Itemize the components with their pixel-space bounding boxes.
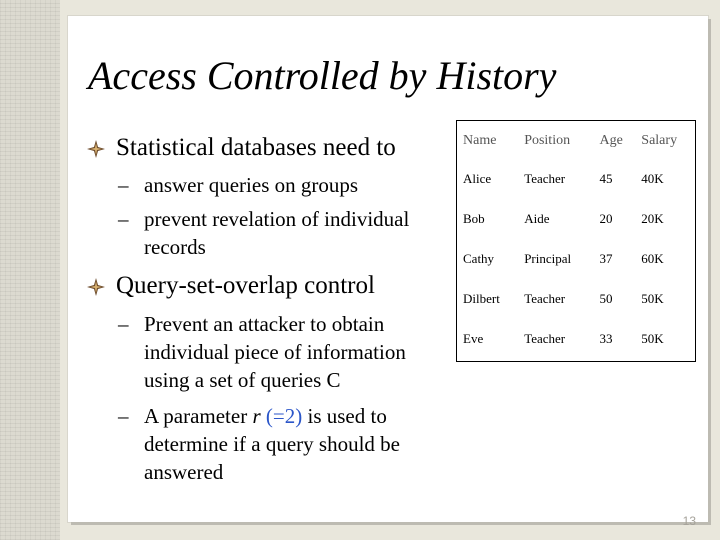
bullet-query-set-overlap xyxy=(86,272,375,300)
table-row xyxy=(457,241,696,281)
variable-r: r xyxy=(252,404,261,428)
header-position: Position xyxy=(524,133,571,148)
sub-bullet-parameter-r xyxy=(118,402,438,486)
header-name: Name xyxy=(463,133,497,148)
table-header-row xyxy=(457,121,696,162)
header-salary: Salary xyxy=(641,133,678,148)
cell-age: 37 xyxy=(599,251,613,266)
cell-salary: 60K xyxy=(641,251,664,266)
sub-bullet-text xyxy=(144,402,438,486)
sub-bullet-text: answer queries on groups xyxy=(144,173,359,197)
cell-salary: 50K xyxy=(641,331,664,346)
sub-bullet-dash: – xyxy=(118,173,129,197)
cell-age: 50 xyxy=(599,291,613,306)
cell-salary: 40K xyxy=(641,171,664,186)
table-row xyxy=(457,281,696,321)
cell-position: Aide xyxy=(524,211,550,226)
bullet-statistical-databases xyxy=(86,134,396,162)
sub-bullet-answer-queries xyxy=(118,171,448,199)
header-age: Age xyxy=(599,133,623,148)
bullet-text: Statistical databases need to xyxy=(116,134,396,161)
cell-age: 45 xyxy=(599,171,613,186)
cell-position: Teacher xyxy=(524,331,566,346)
cell-name: Eve xyxy=(463,331,484,346)
cell-position: Teacher xyxy=(524,171,566,186)
sub-bullet-text: Prevent an attacker to obtain individual piece of information using a set of queries C xyxy=(144,312,406,392)
slide-number: 13 xyxy=(682,514,696,528)
cell-salary: 20K xyxy=(641,211,664,226)
sub-bullet-dash: – xyxy=(118,207,129,231)
sub-bullet-text-post: is used to determine if a query should be answered xyxy=(144,404,400,484)
textured-side-border xyxy=(0,0,60,540)
cell-salary: 50K xyxy=(641,291,664,306)
employee-table xyxy=(456,120,696,362)
table-row xyxy=(457,321,696,362)
table-row xyxy=(457,201,696,241)
sub-bullet-dash: – xyxy=(118,404,129,428)
bullet-text: Query-set-overlap control xyxy=(116,272,375,299)
cell-name: Bob xyxy=(463,211,485,226)
cell-position: Teacher xyxy=(524,291,566,306)
slide-title: Access Controlled by History xyxy=(88,53,557,98)
highlighted-value: (=2) xyxy=(265,404,303,428)
cell-name: Alice xyxy=(463,171,492,186)
cell-age: 33 xyxy=(599,331,613,346)
table-row xyxy=(457,161,696,201)
cell-name: Dilbert xyxy=(463,291,500,306)
cell-name: Cathy xyxy=(463,251,495,266)
sub-bullet-text-pre: A parameter xyxy=(144,404,253,428)
sub-bullet-prevent-attacker xyxy=(118,310,438,394)
cell-age: 20 xyxy=(599,211,613,226)
sub-bullet-prevent-revelation xyxy=(118,205,448,261)
sub-bullet-text: prevent revelation of individual records xyxy=(144,207,410,259)
sub-bullet-dash: – xyxy=(118,312,129,336)
star-bullet-icon xyxy=(86,139,106,159)
cell-position: Principal xyxy=(524,251,572,266)
star-bullet-icon xyxy=(86,277,106,297)
